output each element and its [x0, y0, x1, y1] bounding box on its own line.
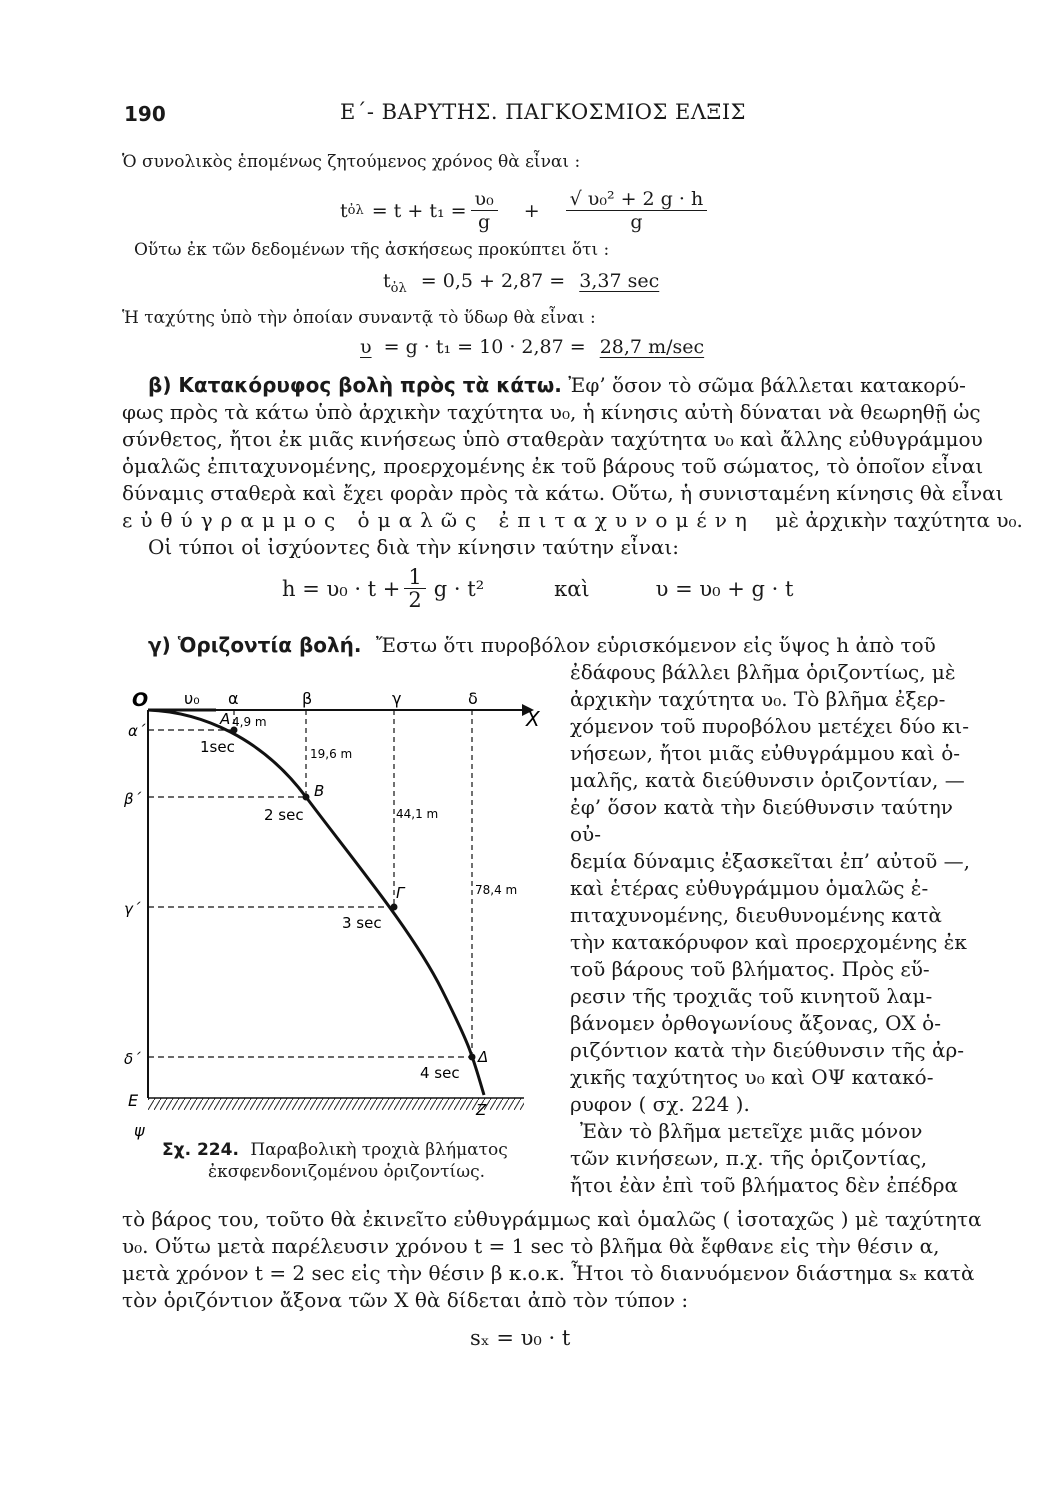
label-delta: δ [468, 689, 478, 708]
section-b-heading: β) Κατακόρυφος βολὴ πρὸς τὰ κάτω. [148, 373, 562, 397]
formula1-fraction [404, 566, 425, 611]
section-c-line-1-rest: Ἔστω ὅτι πυροβόλον εὑρισκόμενον εἰς ὕψος h ἀπὸ τοῦ [375, 633, 936, 657]
point-B [303, 794, 310, 801]
section-c-heading: γ) Ὁριζοντία βολή. [148, 633, 362, 657]
section-b-emphasis: εὐθύγραμμος ὁμαλῶς ἐπιταχυνομένη [122, 508, 755, 532]
caption-line-2: ἐκσφενδονιζομένου ὁριζοντίως. [208, 1162, 486, 1182]
eq1-frac2-den: g [630, 211, 643, 233]
figure-number: Σχ. 224. [162, 1140, 239, 1160]
label-point-A: A [220, 710, 231, 728]
caption-line-1: Παραβολικὴ τροχιὰ βλήματος [250, 1140, 508, 1160]
full-line-2: υ₀. Οὕτω μετὰ παρέλευσιν χρόνου t = 1 sec τὸ βλῆμα θὰ ἔφθανε εἰς τὴν θέσιν α, [122, 1234, 940, 1258]
eq3-result: 28,7 m/sec [599, 336, 705, 358]
time-4: 4 sec [420, 1064, 460, 1082]
label-point-Gamma: Γ [396, 884, 405, 902]
eq1-lhs: t [340, 199, 348, 222]
col-line: ἤτοι ἐὰν ἐπὶ τοῦ βλήματος δὲν ἐπέδρα [570, 1173, 958, 1197]
label-gamma: γ [392, 689, 402, 708]
section-b-line-6-rest: μὲ ἀρχικὴν ταχύτητα υ₀. [775, 508, 1023, 532]
col-line: ριζόντιον κατὰ τὴν διεύθυνσιν τῆς ἀρ- [570, 1038, 964, 1062]
time-3: 3 sec [342, 914, 382, 932]
eq3-lhs: υ [360, 336, 372, 358]
section-c-column [570, 659, 990, 1199]
section-b-line-3: σύνθετος, ἤτοι ἐκ μιᾶς κινήσεως ὑπὸ σταθερὰν ταχύτητα υ₀ καὶ ἄλλης εὐθυγράμμου [122, 427, 983, 451]
intro-line-1: Ὁ συνολικὸς ἑπομένως ζητούμενος χρόνος θὰ εἶναι : [122, 152, 581, 172]
intro-line-3: Ἡ ταχύτης ὑπὸ τὴν ὁποίαν συναντᾷ τὸ ὕδωρ θὰ εἶναι : [122, 308, 596, 328]
formula1-lhs: h = υ₀ · t + [282, 576, 401, 601]
distance-1: 4,9 m [232, 715, 267, 729]
col-line: τὴν κατακόρυφον καὶ προερχομένης ἐκ [570, 930, 967, 954]
intro-line-2: Οὕτω ἐκ τῶν δεδομένων τῆς ἀσκήσεως προκύπτει ὅτι : [134, 240, 610, 260]
eq2-mid: = 0,5 + 2,87 = [420, 270, 566, 292]
label-gamma-prime: γ΄ [124, 900, 141, 918]
eq3-mid: = g · t₁ = 10 · 2,87 = [383, 336, 586, 358]
section-c-line-1 [148, 632, 936, 659]
label-point-B: B [314, 782, 325, 800]
full-line-4: τὸν ὁριζόντιον ἄξονα τῶν Χ θὰ δίδεται ἀπὸ τὸν τύπον : [122, 1288, 689, 1312]
label-X: X [526, 707, 540, 731]
eq2-lhs: t [383, 270, 391, 292]
col-line: χικῆς ταχύτητος υ₀ καὶ ΟΨ κατακό- [570, 1065, 934, 1089]
eq1-fraction-2 [566, 188, 708, 233]
point-Delta [469, 1054, 476, 1061]
time-1: 1sec [200, 738, 235, 756]
ground-hatch [148, 1098, 524, 1110]
full-line-1: τὸ βάρος του, τοῦτο θὰ ἐκινεῖτο εὐθυγράμμως καὶ ὁμαλῶς ( ἰσοταχῶς ) μὲ ταχύτητα [122, 1207, 982, 1231]
page-number: 190 [124, 102, 166, 126]
label-O: O [132, 689, 149, 711]
label-v0: υ₀ [184, 689, 200, 708]
label-Psi: ψ [134, 1121, 145, 1140]
col-line: μαλῆς, κατὰ διεύθυνσιν ὁριζοντίαν, — [570, 768, 965, 792]
eq1-frac2-num: √ υ₀² + 2 g · h [566, 188, 708, 211]
parabolic-trajectory [148, 710, 484, 1095]
col-line: δεμία δύναμις ἐξασκεῖται ἐπ’ αὐτοῦ —, [570, 849, 970, 873]
col-line: ἐφ’ ὅσον κατὰ τὴν διεύθυνσιν ταύτην οὐ- [570, 795, 953, 846]
formula1-rhs: g · t² [433, 576, 485, 601]
col-line: πιταχυνομένης, διευθυνομένης κατὰ [570, 903, 942, 927]
equation-numeric-time [383, 270, 659, 296]
col-line: βάνομεν ὀρθογωνίους ἄξονας, ΟΧ ὁ- [570, 1011, 941, 1035]
eq2-sub: ὀλ [390, 280, 407, 296]
section-b-line-2: φως πρὸς τὰ κάτω ὑπὸ ἀρχικὴν ταχύτητα υ₀, ἡ κίνησις αὐτὴ δύναται νὰ θεωρηθῇ ὡς [122, 400, 981, 424]
section-b-line-1-rest: Ἐφ’ ὅσον τὸ σῶμα βάλλεται κατακορύ- [568, 373, 966, 397]
eq1-sub: ὀλ [347, 203, 364, 218]
label-delta-prime: δ΄ [124, 1050, 141, 1068]
col-line: καὶ ἑτέρας εὐθυγράμμου ὁμαλῶς ἐ- [570, 876, 929, 900]
equation-velocity [360, 336, 704, 358]
col-line: χόμενον τοῦ πυροβόλου μετέχει δύο κι- [570, 714, 969, 738]
eq1-frac1-den: g [478, 211, 491, 233]
section-b-line-6 [122, 507, 1023, 534]
label-Z: Z [476, 1101, 487, 1119]
col-line: Ἐὰν τὸ βλῆμα μετεῖχε μιᾶς μόνον [580, 1119, 923, 1143]
col-line: ρεσιν τῆς τροχιᾶς τοῦ κινητοῦ λαμ- [570, 984, 933, 1008]
col-line: ρυφον ( σχ. 224 ). [570, 1092, 750, 1116]
label-E: E [128, 1091, 139, 1110]
eq1-mid: = t + t₁ = [371, 199, 467, 222]
label-alpha: α [228, 689, 239, 708]
label-beta-prime: β΄ [124, 790, 142, 808]
label-point-Delta: Δ [478, 1048, 489, 1066]
time-2: 2 sec [264, 806, 304, 824]
trajectory-figure [112, 689, 540, 1150]
label-alpha-prime: α΄ [128, 722, 146, 740]
col-line: ἐδάφους βάλλει βλῆμα ὁριζοντίως, μὲ [570, 660, 956, 684]
section-b-line-4: ὁμαλῶς ἐπιταχυνομένης, προερχομένης ἐκ τοῦ βάρους τοῦ σώματος, τὸ ὁποῖον εἶναι [122, 454, 984, 478]
formulas-vertical-throw [282, 566, 793, 611]
point-Gamma [391, 904, 398, 911]
section-b-line-7: Οἱ τύποι οἱ ἰσχύοντες διὰ τὴν κίνησιν ταύτην εἶναι: [148, 535, 679, 559]
figure-caption-1 [162, 1140, 508, 1160]
label-beta: β [302, 689, 313, 708]
eq1-plus: + [523, 199, 540, 222]
equation-total-time [340, 188, 711, 233]
distance-4: 78,4 m [475, 883, 518, 897]
section-b-line-5: δύναμις σταθερὰ καὶ ἔχει φορὰν πρὸς τὰ κάτω. Οὕτω, ἡ συνισταμένη κίνησις θὰ εἶναι [122, 481, 1004, 505]
formula1-den: 2 [408, 588, 422, 612]
final-formula: sₓ = υ₀ · t [470, 1326, 571, 1350]
formula2: υ = υ₀ + g · t [655, 576, 794, 601]
formula-kai: καὶ [554, 576, 590, 601]
eq2-result: 3,37 sec [579, 270, 660, 292]
distance-3: 44,1 m [396, 807, 439, 821]
col-line: ἀρχικὴν ταχύτητα υ₀. Τὸ βλῆμα ἐξερ- [570, 687, 946, 711]
running-title: Ε΄- ΒΑΡΥΤΗΣ. ΠΑΓΚΟΣΜΙΟΣ ΕΛΞΙΣ [340, 100, 746, 124]
formula1-num: 1 [404, 566, 425, 589]
col-line: τοῦ βάρους τοῦ βλήματος. Πρὸς εὕ- [570, 957, 930, 981]
col-line: τῶν κινήσεων, π.χ. τῆς ὁριζοντίας, [570, 1146, 928, 1170]
eq1-frac1-num: υ₀ [471, 188, 498, 211]
full-line-3: μετὰ χρόνον t = 2 sec εἰς τὴν θέσιν β κ.ο.κ. Ἦτοι τὸ διανυόμενον διάστημα sₓ κατὰ [122, 1261, 975, 1285]
section-b-line-1 [148, 372, 966, 399]
eq1-fraction-1 [471, 188, 498, 233]
col-line: νήσεων, ἤτοι μιᾶς εὐθυγράμμου καὶ ὁ- [570, 741, 961, 765]
distance-2: 19,6 m [310, 747, 353, 761]
